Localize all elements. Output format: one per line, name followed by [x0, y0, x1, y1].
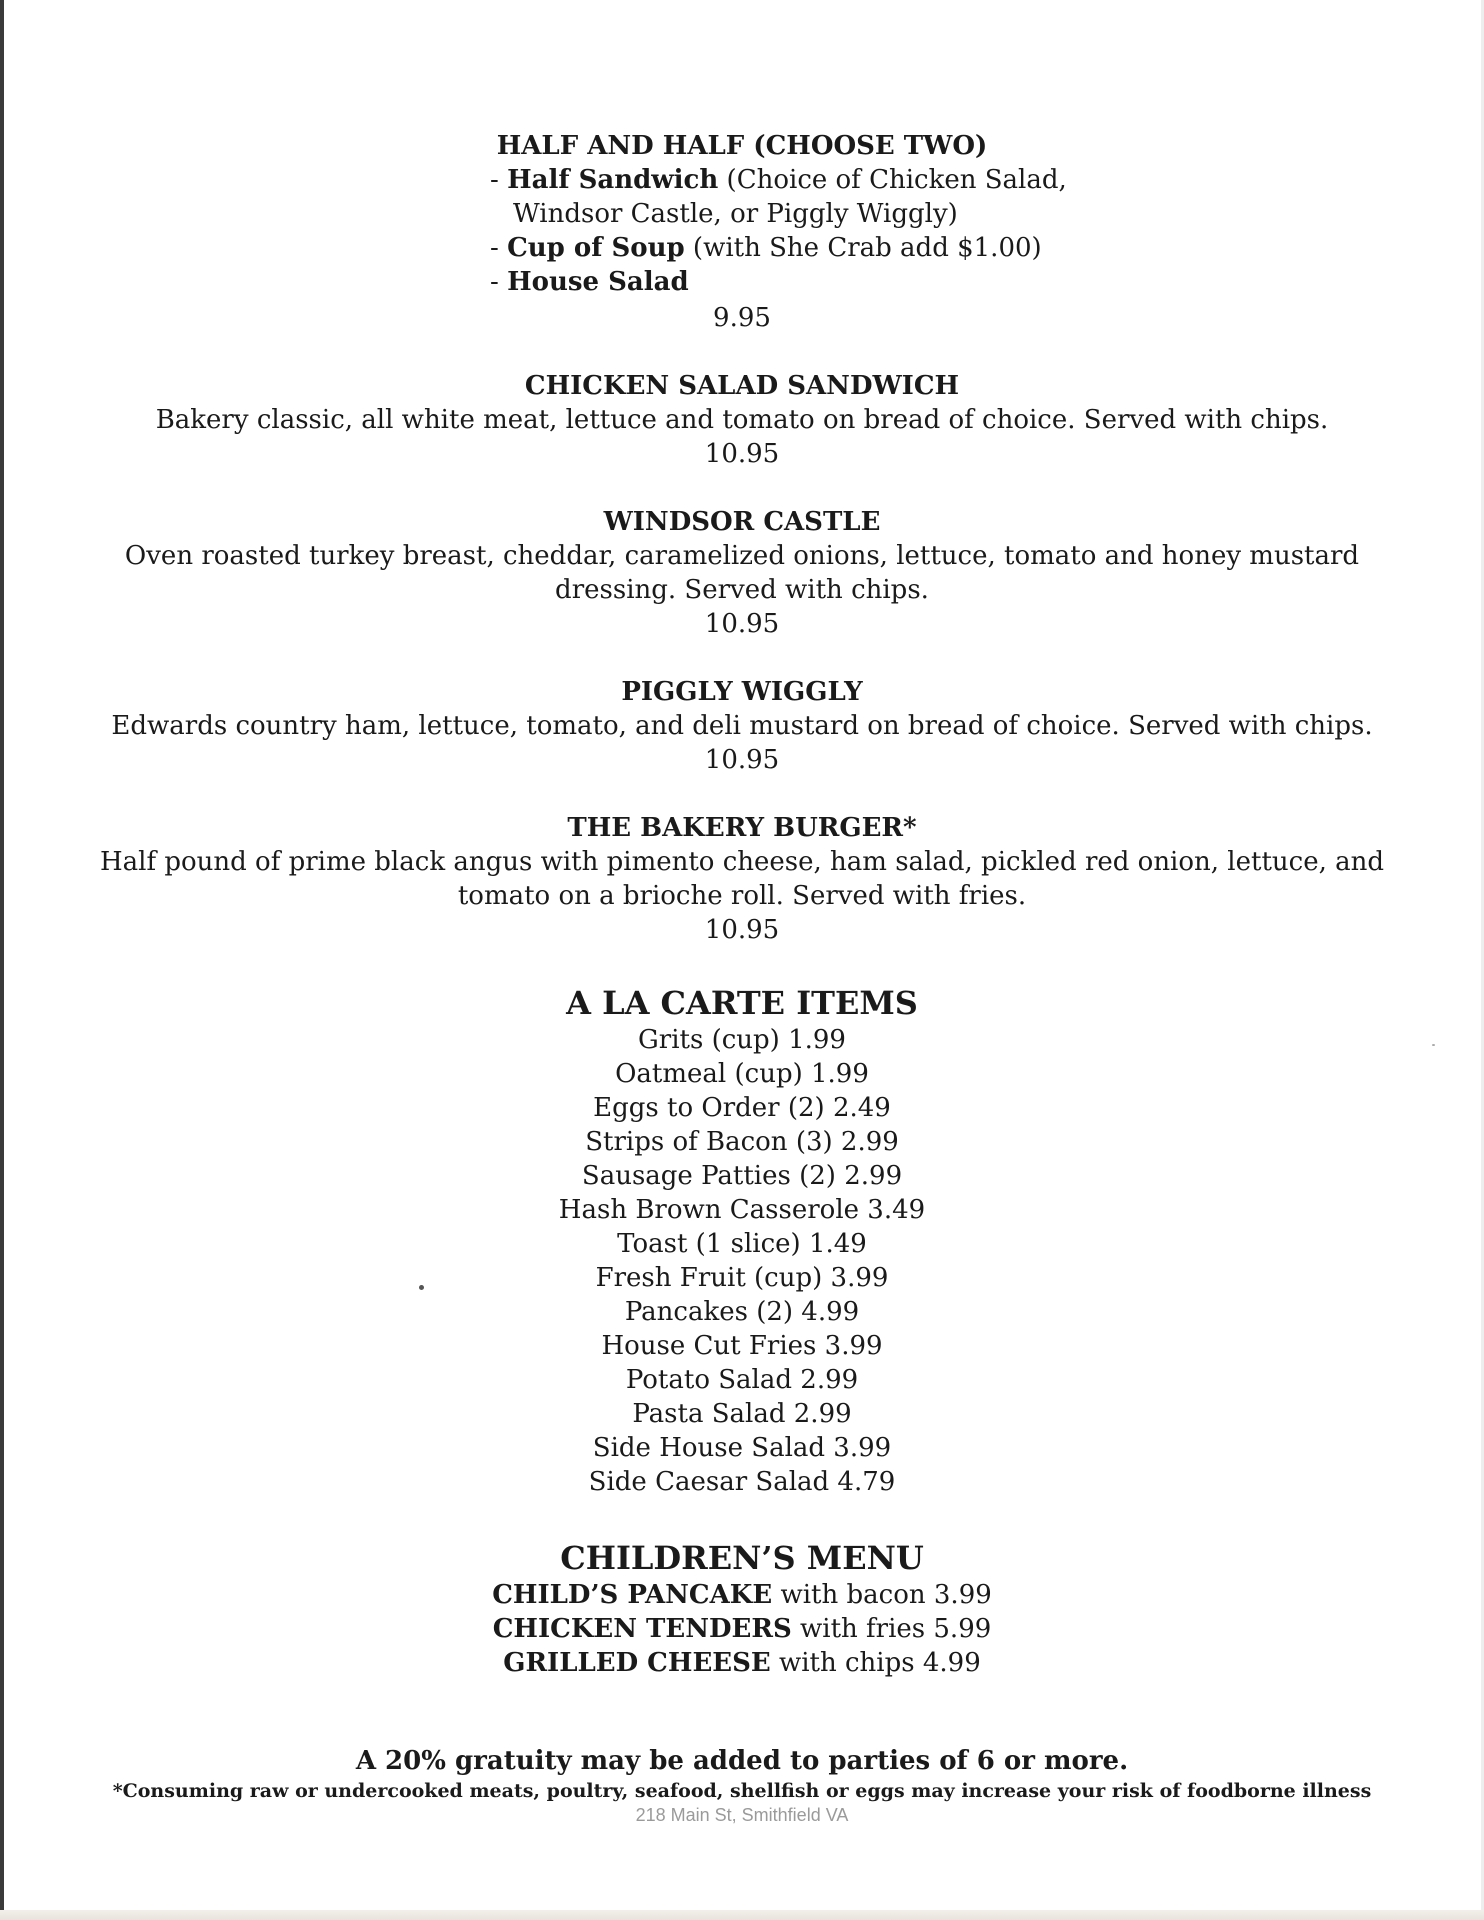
- a-la-carte-item: Side Caesar Salad 4.79: [588, 1467, 896, 1497]
- piggly-wiggly-price: 10.95: [704, 745, 780, 775]
- child-item-name: CHICKEN TENDERS: [492, 1614, 792, 1644]
- bakery-burger-desc-2: tomato on a brioche roll. Served with fries.: [457, 881, 1027, 911]
- piggly-wiggly-desc: Edwards country ham, lettuce, tomato, and deli mustard on bread of choice. Served with chips.: [111, 711, 1373, 741]
- chicken-salad-price: 10.95: [704, 439, 780, 469]
- gratuity-notice: A 20% gratuity may be added to parties of 6 or more.: [355, 1746, 1129, 1776]
- half-option-2: [490, 233, 1042, 263]
- option-name: Cup of Soup: [507, 233, 685, 263]
- childrens-menu-item: [0, 1580, 1484, 1610]
- half-option-1-continued: [513, 199, 958, 229]
- childrens-menu-title: CHILDREN’S MENU: [560, 1539, 924, 1577]
- option-name: House Salad: [507, 267, 689, 297]
- scan-edge-bottom: [0, 1910, 1484, 1920]
- a-la-carte-item: House Cut Fries 3.99: [601, 1331, 883, 1361]
- a-la-carte-item: Oatmeal (cup) 1.99: [615, 1059, 869, 1089]
- chicken-salad-desc: Bakery classic, all white meat, lettuce and tomato on bread of choice. Served with chips.: [155, 405, 1329, 435]
- bakery-burger-title: THE BAKERY BURGER*: [567, 813, 917, 843]
- scan-speck: [419, 1285, 424, 1290]
- a-la-carte-title: A LA CARTE ITEMS: [566, 984, 918, 1022]
- piggly-wiggly-title: PIGGLY WIGGLY: [621, 677, 863, 707]
- child-item-name: CHILD’S PANCAKE: [492, 1580, 773, 1610]
- child-item-detail: with chips 4.99: [770, 1648, 981, 1678]
- child-item-detail: with fries 5.99: [791, 1614, 992, 1644]
- a-la-carte-item: Sausage Patties (2) 2.99: [581, 1161, 903, 1191]
- a-la-carte-item: Eggs to Order (2) 2.49: [593, 1093, 891, 1123]
- bakery-burger-desc-1: Half pound of prime black angus with pimento cheese, ham salad, pickled red onion, lettuce, and: [99, 847, 1385, 877]
- a-la-carte-item: Hash Brown Casserole 3.49: [558, 1195, 926, 1225]
- a-la-carte-item: Grits (cup) 1.99: [638, 1025, 846, 1055]
- half-option-3: [490, 267, 689, 297]
- bakery-burger-price: 10.95: [704, 915, 780, 945]
- option-detail: Windsor Castle, or Piggly Wiggly): [513, 199, 958, 229]
- a-la-carte-item: Pasta Salad 2.99: [632, 1399, 852, 1429]
- windsor-castle-desc-2: dressing. Served with chips.: [555, 575, 929, 605]
- windsor-castle-price: 10.95: [704, 609, 780, 639]
- foodborne-illness-notice: *Consuming raw or undercooked meats, poultry, seafood, shellfish or eggs may increase your risk of foodborne illness: [112, 1780, 1372, 1802]
- half-and-half-title: HALF AND HALF (CHOOSE TWO): [496, 131, 988, 161]
- childrens-menu-item: [0, 1614, 1484, 1644]
- child-item-name: GRILLED CHEESE: [503, 1648, 771, 1678]
- scan-speck: [1432, 1044, 1435, 1046]
- restaurant-address: 218 Main St, Smithfield VA: [635, 1805, 849, 1825]
- option-dash: -: [490, 267, 499, 297]
- option-dash: -: [490, 233, 499, 263]
- windsor-castle-title: WINDSOR CASTLE: [603, 507, 881, 537]
- option-dash: -: [490, 165, 499, 195]
- option-name: Half Sandwich: [507, 165, 719, 195]
- childrens-menu-item: [0, 1648, 1484, 1678]
- a-la-carte-item: Side House Salad 3.99: [592, 1433, 892, 1463]
- a-la-carte-item: Pancakes (2) 4.99: [624, 1297, 860, 1327]
- child-item-detail: with bacon 3.99: [772, 1580, 992, 1610]
- chicken-salad-title: CHICKEN SALAD SANDWICH: [524, 371, 960, 401]
- a-la-carte-item: Toast (1 slice) 1.49: [617, 1229, 867, 1259]
- half-option-1: [490, 165, 1067, 195]
- a-la-carte-item: Strips of Bacon (3) 2.99: [585, 1127, 899, 1157]
- option-detail: (with She Crab add $1.00): [684, 233, 1042, 263]
- option-detail: (Choice of Chicken Salad,: [718, 165, 1067, 195]
- a-la-carte-item: Potato Salad 2.99: [625, 1365, 859, 1395]
- windsor-castle-desc-1: Oven roasted turkey breast, cheddar, caramelized onions, lettuce, tomato and honey mustard: [124, 541, 1360, 571]
- a-la-carte-item: Fresh Fruit (cup) 3.99: [595, 1263, 889, 1293]
- half-and-half-price: 9.95: [713, 303, 771, 333]
